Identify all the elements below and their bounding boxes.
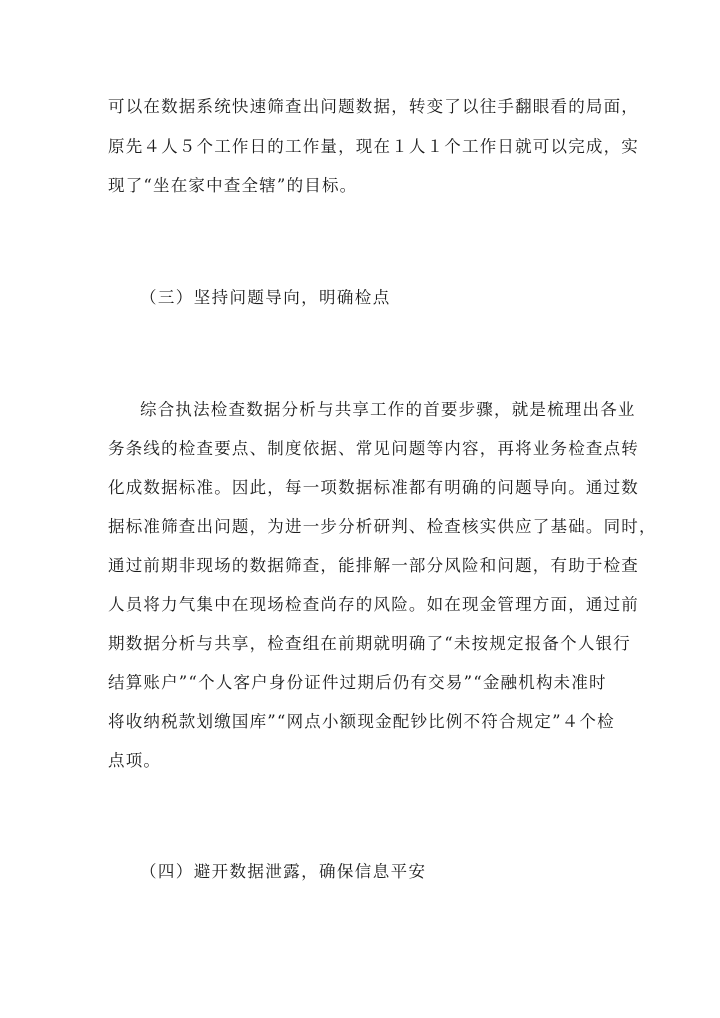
text-line: 原先４人５个工作日的工作量，现在１人１个工作日就可以完成，实 (108, 137, 639, 156)
section-heading-4: （四）避开数据泄露，确保信息平安 (140, 862, 427, 881)
text-line: 结算账户”“个人客户身份证件过期后仍有交易”“金融机构未准时 (108, 673, 607, 692)
text-line: 化成数据标准。因此，每一项数据标准都有明确的问题导向。通过数 (108, 478, 639, 497)
text-line: 现了“坐在家中查全辖”的目标。 (108, 176, 358, 195)
text-line: 将收纳税款划缴国库”“网点小额现金配钞比例不符合规定”４个检 (108, 712, 615, 731)
text-line: 综合执法检查数据分析与共享工作的首要步骤，就是梳理出各业 (140, 400, 636, 419)
text-line: 通过前期非现场的数据筛查，能排解一部分风险和问题，有助于检查 (108, 556, 639, 575)
text-line: 期数据分析与共享，检查组在前期就明确了“未按规定报备个人银行 (108, 634, 631, 653)
text-line: 据标准筛查出问题，为进一步分析研判、检查核实供应了基础。同时， (108, 517, 657, 536)
text-line: 人员将力气集中在现场检查尚存的风险。如在现金管理方面，通过前 (108, 595, 639, 614)
text-line: 务条线的检查要点、制度依据、常见问题等内容，再将业务检查点转 (108, 439, 639, 458)
section-heading-3: （三）坚持问题导向，明确检点 (140, 288, 391, 307)
text-line: 点项。 (108, 751, 162, 770)
text-line: 可以在数据系统快速筛查出问题数据，转变了以往手翻眼看的局面， (108, 97, 639, 116)
